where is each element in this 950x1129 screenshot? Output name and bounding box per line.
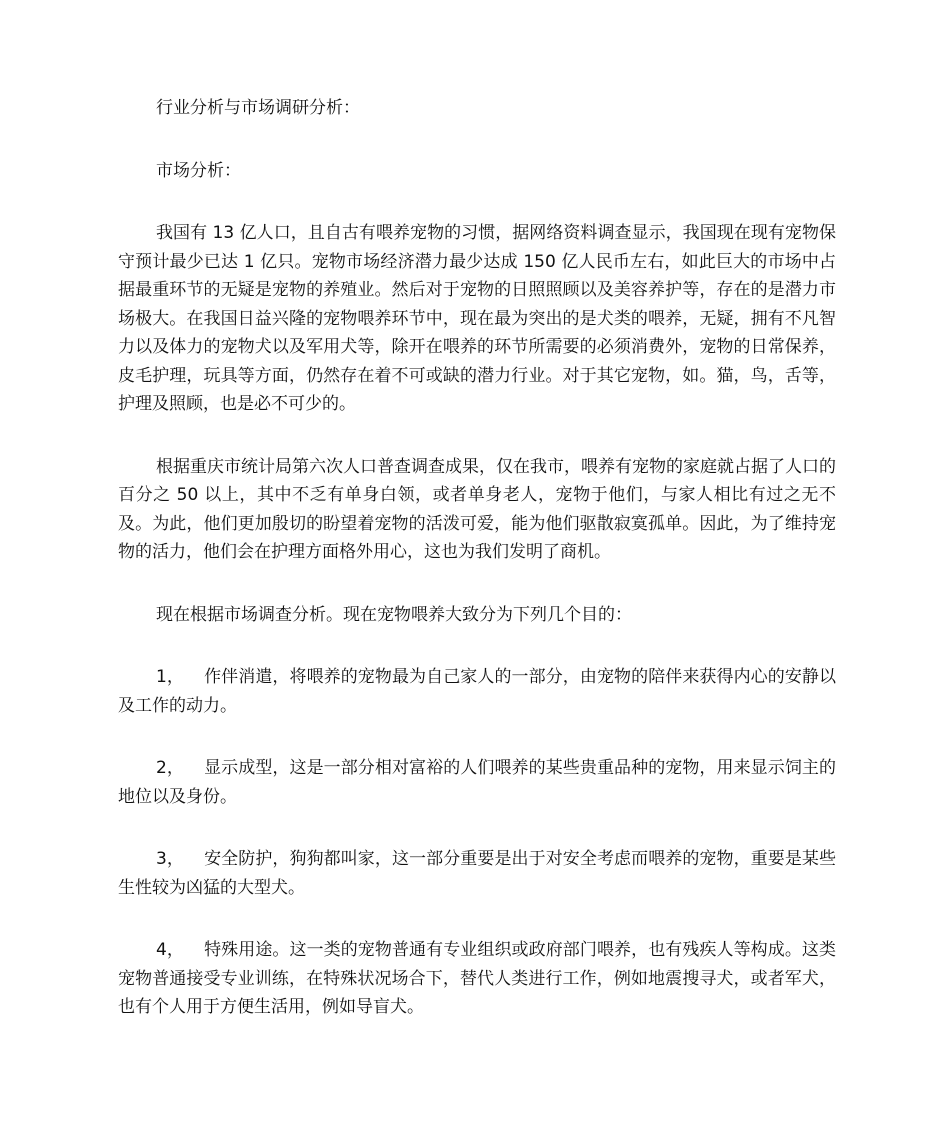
list-text: 作伴消遣，将喂养的宠物最为自己家人的一部分，由宠物的陪伴来获得内心的安静以及工作的动力。 [118, 667, 836, 716]
list-number: 3， [156, 849, 184, 869]
list-item-status [118, 754, 836, 811]
list-item-security [118, 845, 836, 902]
list-item-special-use [118, 936, 836, 1022]
document-body [118, 94, 836, 1056]
document-title: 行业分析与市场调研分析： [156, 98, 360, 118]
list-text: 显示成型，这是一部分相对富裕的人们喂养的某些贵重品种的宠物，用来显示饲主的地位以及身份。 [118, 758, 836, 807]
list-text: 安全防护，狗狗都叫家，这一部分重要是出于对安全考虑而喂养的宠物，重要是某些生性较为凶猛的大型犬。 [118, 849, 836, 898]
list-number: 4， [156, 940, 184, 960]
list-text: 特殊用途。这一类的宠物普通有专业组织或政府部门喂养，也有残疾人等构成。这类宠物普通接受专业训练，在特殊状况场合下，替代人类进行工作，例如地震搜寻犬，或者军犬，也有个人用于方便生活用，例如导盲犬。 [118, 940, 836, 1017]
paragraph-chongqing-census: 根据重庆市统计局第六次人口普查调查成果，仅在我市，喂养有宠物的家庭就占据了人口的百分之 50 以上，其中不乏有单身白领，或者单身老人，宠物于他们，与家人相比有过之无不及。为此，他们更加殷切的盼望着宠物的活泼可爱，能为他们驱散寂寞孤单。因此，为了维持宠物的活力，他们会在护理方面格外用心，这也为我们发明了商机。 [118, 456, 836, 562]
paragraph-purpose-intro: 现在根据市场调查分析。现在宠物喂养大致分为下列几个目的： [156, 604, 632, 625]
paragraph-market-size: 我国有 13 亿人口，且自古有喂养宠物的习惯，据网络资料调查显示，我国现在现有宠物保守预计最少已达 1 亿只。宠物市场经济潜力最少达成 150 亿人民币左右，如此巨大的市场中占据最重环节的无疑是宠物的养殖业。然后对于宠物的日照照顾以及美容养护等，存在的是潜力市场极大。在我国日益兴隆的宠物喂养环节中，现在最为突出的是犬类的喂养，无疑，拥有不凡智力以及体力的宠物犬以及军用犬等，除开在喂养的环节所需要的必须消费外，宠物的日常保养，皮毛护理，玩具等方面，仍然存在着不可或缺的潜力行业。对于其它宠物，如。猫，鸟，舌等，护理及照顾，也是必不可少的。 [118, 223, 836, 414]
section-heading-market-analysis: 市场分析： [156, 160, 241, 181]
list-number: 1， [156, 667, 184, 687]
list-number: 2， [156, 758, 184, 778]
list-item-companionship [118, 663, 836, 720]
